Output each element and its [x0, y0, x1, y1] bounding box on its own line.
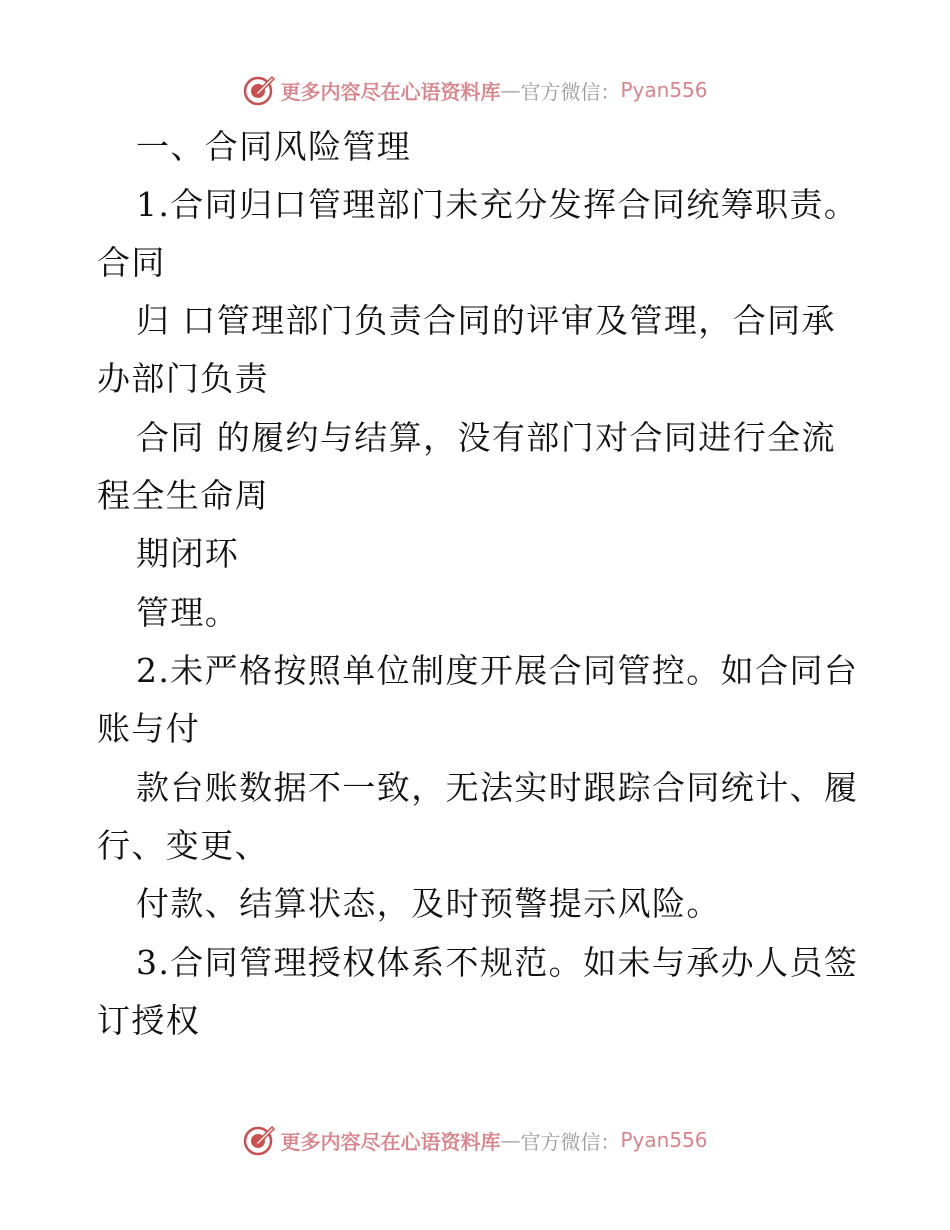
- paragraph-line: 2.未严格按照单位制度开展合同管控。如合同台: [136, 651, 859, 690]
- paragraph-line: 订授权: [97, 1001, 201, 1040]
- paragraph-line: 账与付: [97, 709, 201, 748]
- paragraph-line: 办部门负责: [97, 359, 269, 398]
- watermark-label: 官方微信：: [520, 79, 621, 104]
- paragraph-line: 合同 的履约与结算，没有部门对合同进行全流: [136, 418, 836, 457]
- watermark-dash: —: [500, 78, 521, 102]
- watermark-id: Pyan556: [620, 78, 708, 102]
- quill-pen-logo-icon: [242, 1123, 276, 1157]
- paragraph-line: 期闭环: [136, 534, 240, 573]
- paragraph-line: 归 口管理部门负责合同的评审及管理，合同承: [136, 301, 836, 340]
- watermark-dash: —: [500, 1128, 521, 1152]
- watermark-group: [242, 1123, 707, 1157]
- section-heading: 一、合同风险管理: [136, 127, 412, 166]
- watermark-slogan: 更多内容尽在心语资料库: [280, 79, 501, 104]
- paragraph-line: 1.合同归口管理部门未充分发挥合同统筹职责。: [136, 185, 859, 224]
- paragraph-line: 行、变更、: [97, 826, 269, 865]
- paragraph-line: 3.合同管理授权体系不规范。如未与承办人员签: [136, 943, 859, 982]
- watermark-label: 官方微信：: [520, 1129, 621, 1154]
- watermark-id: Pyan556: [620, 1128, 708, 1152]
- paragraph-line: 管理。: [136, 593, 240, 632]
- paragraph-line: 程全生命周: [97, 476, 269, 515]
- watermark-slogan: 更多内容尽在心语资料库: [280, 1129, 501, 1154]
- paragraph-line: 合同: [97, 243, 166, 282]
- paragraph-line: 款台账数据不一致，无法实时跟踪合同统计、履: [136, 768, 859, 807]
- paragraph-line: 付款、结算状态，及时预警提示风险。: [136, 884, 721, 923]
- footer-watermark: [0, 1120, 950, 1160]
